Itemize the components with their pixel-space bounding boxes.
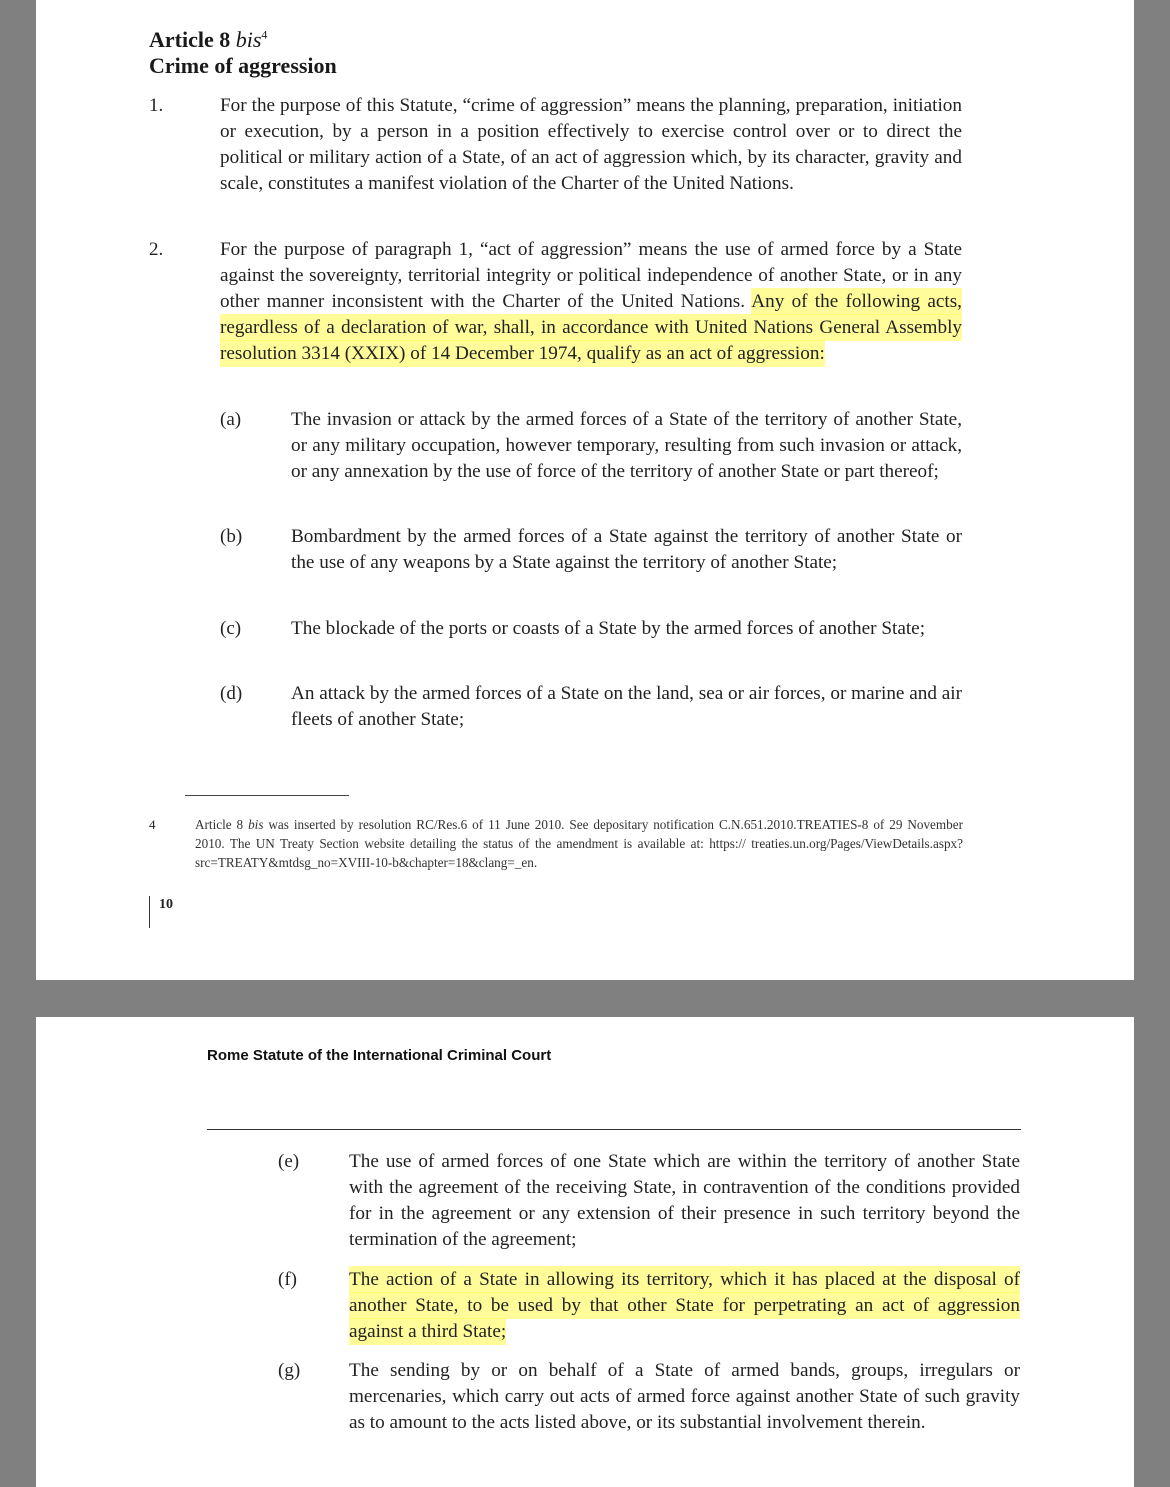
- highlighted-text: The action of a State in allowing its territory, which it has placed at the disposal of another State, to be used by that other State for perpetrating an act of aggression against a third State;: [349, 1266, 1020, 1345]
- item-label: (a): [220, 409, 242, 430]
- item-e: The use of armed forces of one State which are within the territory of another State with the agreement of the receiving State, in contravention of the conditions provided for in the agreement or any extension of their presence in such territory beyond the termination of the agreement;: [349, 1151, 1020, 1251]
- item-label: (b): [220, 526, 243, 547]
- highlighted-text: Any of the following acts, regardless of a declaration of war, shall, in accordance with United Nations General Assembly resolution 3314 (XXIX) of 14 December 1974, qualify as an act of aggression:: [220, 288, 962, 367]
- paragraph-2: [220, 237, 962, 367]
- item-f: [349, 1267, 1020, 1345]
- paragraph-2-text: For the purpose of paragraph 1, “act of aggression” means the use of armed force by a State against the sovereignty, territorial integrity or political independence of another State, or in any other manner inconsistent with the Charter of the United Nations.: [220, 239, 962, 313]
- header-divider: [207, 1129, 1021, 1130]
- article-title: Crime of aggression: [149, 53, 337, 78]
- item-c: The blockade of the ports or coasts of a State by the armed forces of another State;: [291, 618, 926, 639]
- page-11: [36, 1017, 1134, 1487]
- paragraph-number: 2.: [149, 239, 164, 260]
- footnote-bis: bis: [248, 817, 264, 832]
- page-number-bar: [149, 896, 150, 928]
- footnote: [195, 815, 963, 872]
- item-label: (e): [278, 1151, 300, 1172]
- item-label: (c): [220, 618, 242, 639]
- item-g: The sending by or on behalf of a State of armed bands, groups, irregulars or mercenaries, which carry out acts of armed force against another State of such gravity as to amount to the acts listed above, or its substantial involvement therein.: [349, 1360, 1020, 1434]
- footnote-divider: [185, 795, 349, 796]
- running-head: Rome Statute of the International Criminal Court: [207, 1047, 552, 1064]
- item-label: (d): [220, 683, 243, 704]
- article-bis: bis: [235, 27, 262, 52]
- footnote-text: was inserted by resolution RC/Res.6 of 11 June 2010. See depositary notification C.N.651.2010.TREATIES-8 of 29 November 2010. The UN Treaty Section website detailing the status of the amendment is available at: https:// treaties.un.org/Pages/ViewDetails.aspx?src=TREATY&mtdsg_no=XVIII-10-b&chapter=18&clang=_en.: [195, 817, 964, 870]
- item-d: An attack by the armed forces of a State on the land, sea or air forces, or marine and air fleets of another State;: [291, 683, 962, 731]
- paragraph-1: For the purpose of this Statute, “crime of aggression” means the planning, preparation, initiation or execution, by a person in a position effectively to exercise control over or to direct the political or military action of a State, of an act of aggression which, by its character, gravity and scale, constitutes a manifest violation of the Charter of the United Nations.: [220, 95, 962, 195]
- footnote-number: 4: [149, 817, 156, 832]
- item-a: The invasion or attack by the armed forces of a State of the territory of another State, or any military occupation, however temporary, resulting from such invasion or attack, or any annexation by the use of force of the territory of another State or part thereof;: [291, 409, 962, 483]
- page-number: 10: [159, 897, 173, 912]
- item-label: (f): [278, 1269, 297, 1290]
- footnote-ref[interactable]: 4: [261, 27, 268, 42]
- article-number: Article 8: [149, 27, 231, 52]
- page-10: [36, 0, 1134, 980]
- item-label: (g): [278, 1360, 301, 1381]
- paragraph-number: 1.: [149, 95, 164, 116]
- item-b: Bombardment by the armed forces of a State against the territory of another State or the use of any weapons by a State against the territory of another State;: [291, 526, 962, 574]
- article-heading: [149, 27, 267, 53]
- footnote-prefix: Article 8: [195, 817, 244, 832]
